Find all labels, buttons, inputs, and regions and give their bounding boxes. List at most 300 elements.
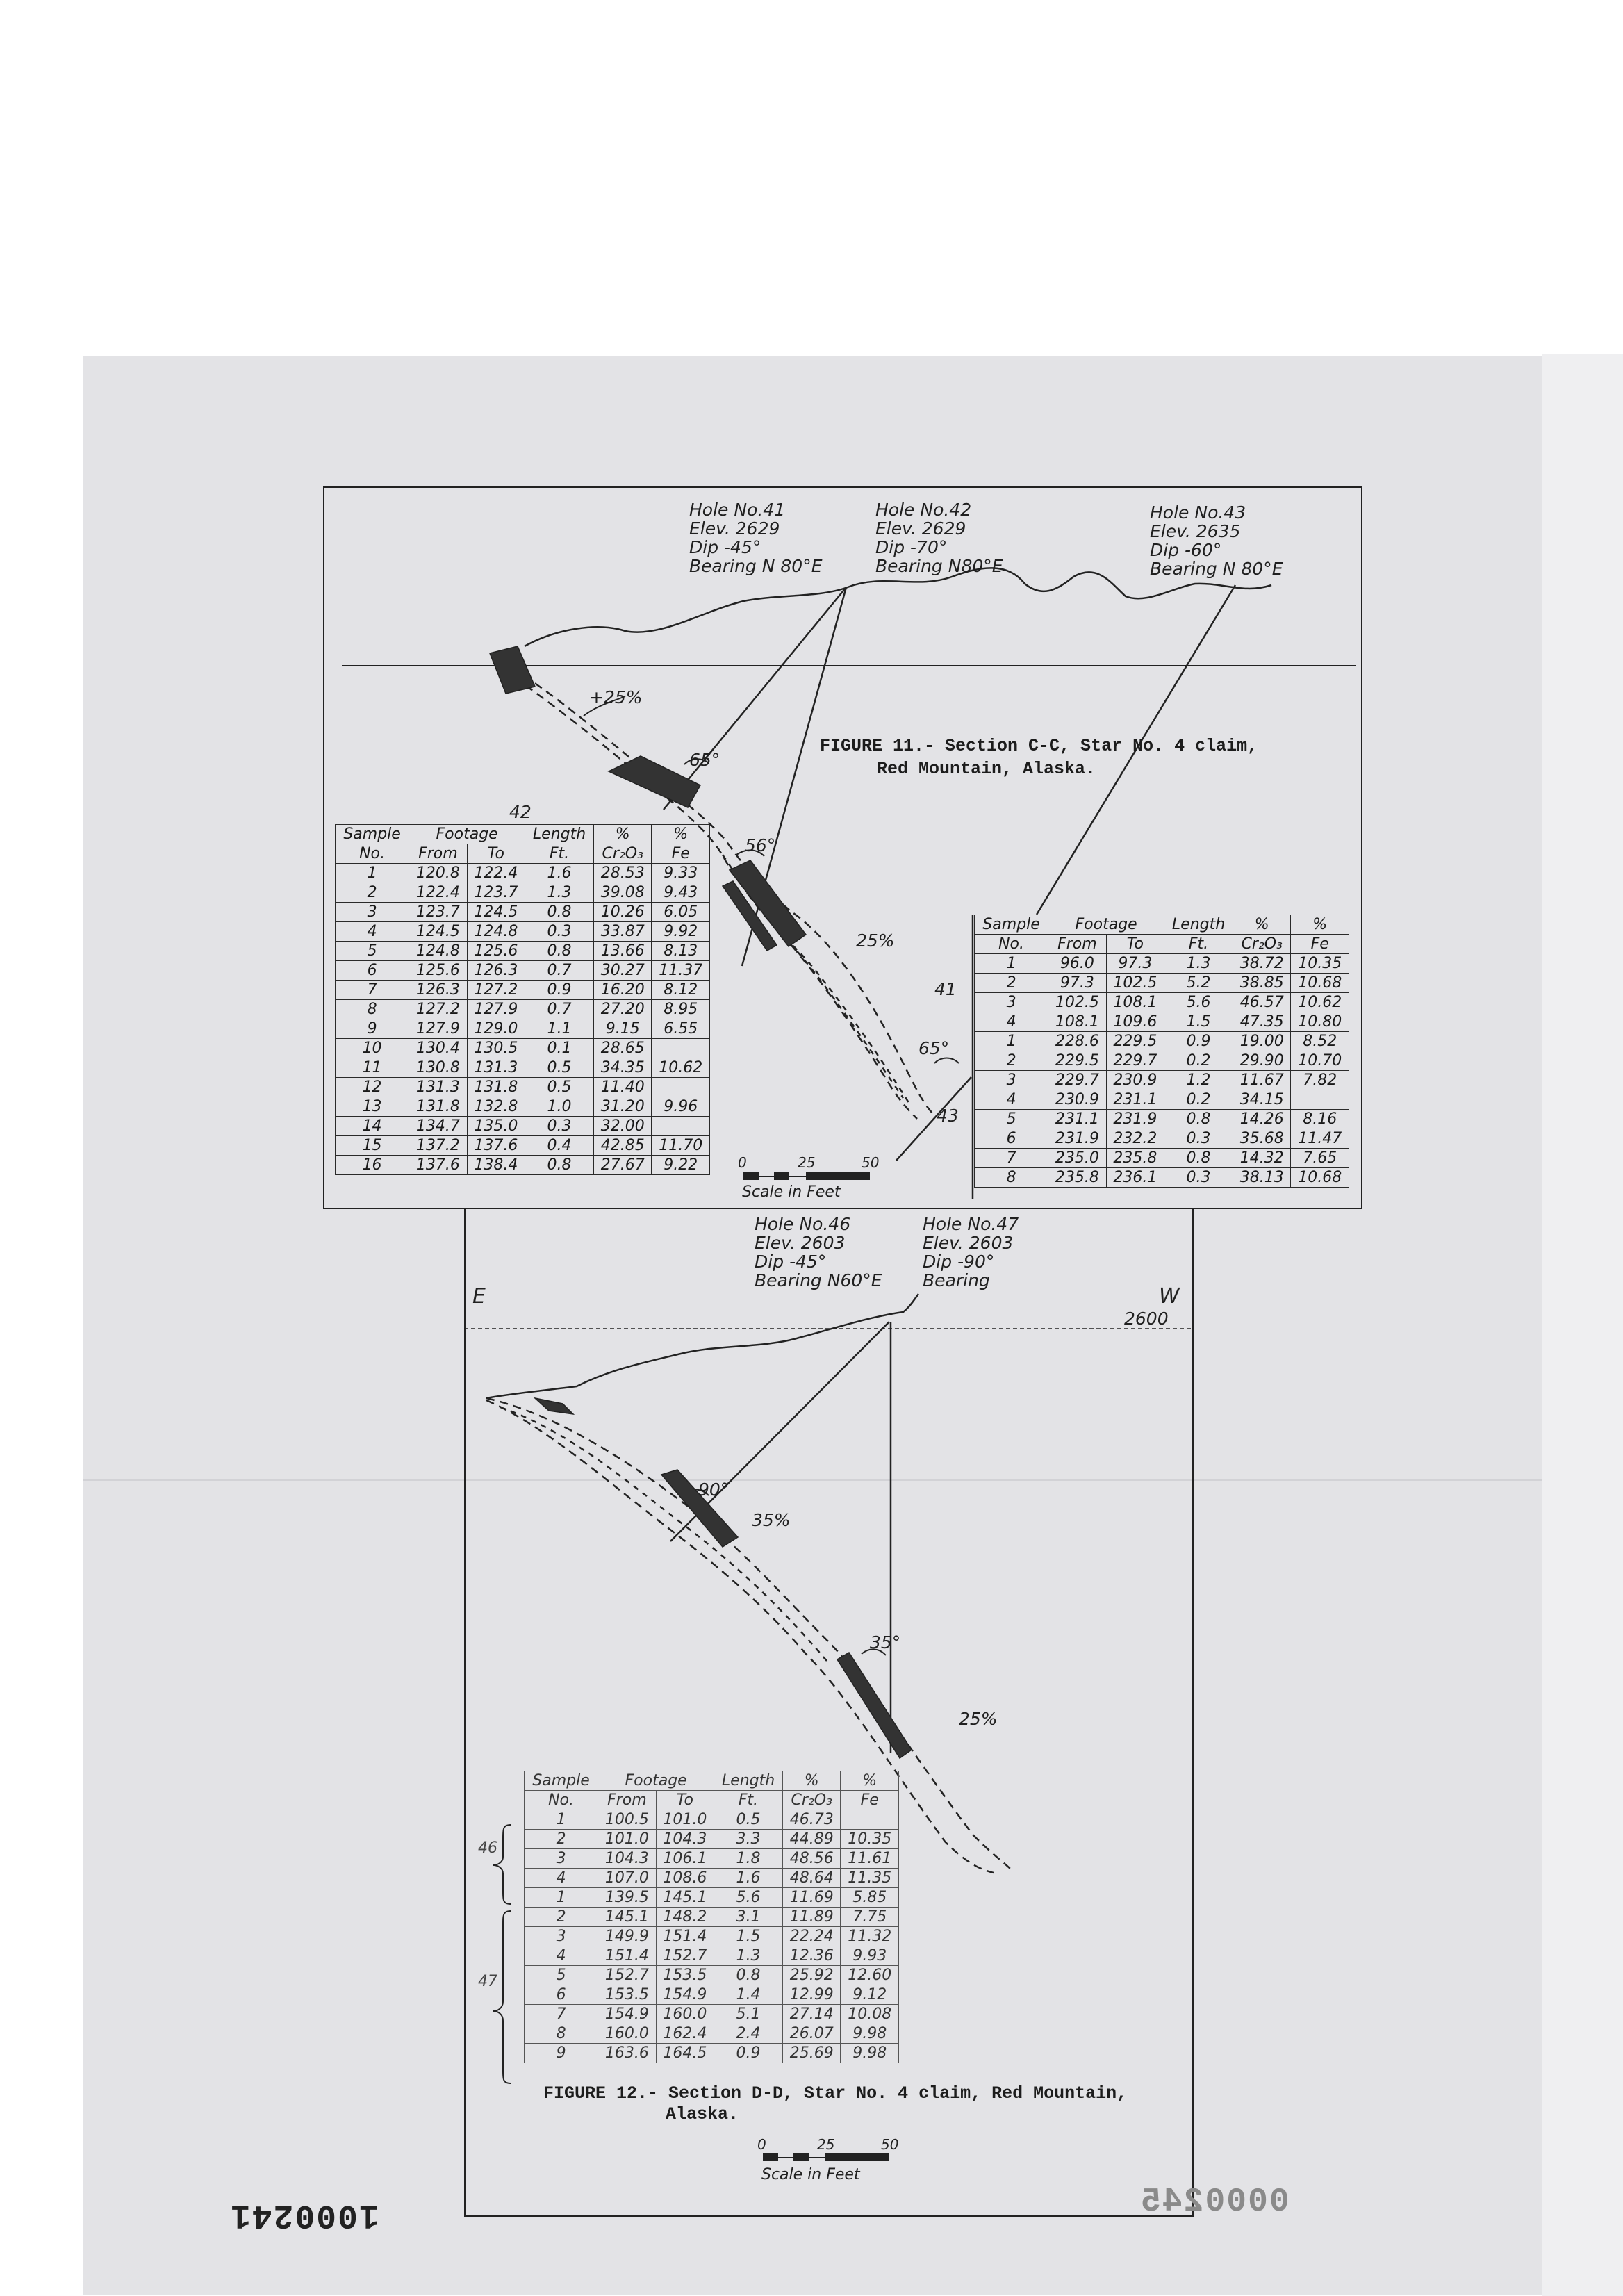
table-cell: 25.69 bbox=[783, 2044, 841, 2063]
table-cell: 123.7 bbox=[467, 883, 525, 903]
table-cell: 229.7 bbox=[1048, 1071, 1106, 1090]
table-cell: 0.8 bbox=[525, 903, 594, 922]
table-cell: 127.9 bbox=[467, 1000, 525, 1019]
table-cell: 9.93 bbox=[841, 1946, 899, 1966]
table-cell: 11.70 bbox=[652, 1136, 710, 1156]
col-footage: Footage bbox=[598, 1771, 714, 1791]
table-cell: 6.05 bbox=[652, 903, 710, 922]
col-no: No. bbox=[336, 844, 409, 864]
figure-11-caption-line2: Red Mountain, Alaska. bbox=[877, 759, 1096, 779]
table-cell: 28.53 bbox=[594, 864, 652, 883]
col-footage: Footage bbox=[1048, 915, 1164, 935]
col-cr2o3: Cr₂O₃ bbox=[594, 844, 652, 864]
hole-41-number: Hole No.41 bbox=[689, 500, 786, 520]
fig12-scale-label: Scale in Feet bbox=[761, 2166, 860, 2183]
table-cell: 0.2 bbox=[1164, 1051, 1233, 1071]
col-to: To bbox=[656, 1791, 714, 1810]
table-row bbox=[525, 1946, 899, 1966]
table-cell: 154.9 bbox=[656, 1985, 714, 2005]
fig12-grade-label-mid: 35% bbox=[752, 1510, 791, 1530]
table-cell: 5 bbox=[336, 942, 409, 961]
table-cell: 101.0 bbox=[598, 1830, 656, 1849]
table-cell: 14.32 bbox=[1233, 1149, 1291, 1168]
table-cell: 12.60 bbox=[841, 1966, 899, 1985]
table-row bbox=[975, 954, 1349, 974]
table-cell: 153.5 bbox=[656, 1966, 714, 1985]
table-cell: 97.3 bbox=[1106, 954, 1164, 974]
col-footage: Footage bbox=[409, 825, 525, 844]
table-cell: 1 bbox=[525, 1888, 598, 1908]
table-cell: 160.0 bbox=[598, 2024, 656, 2044]
table-row bbox=[336, 1019, 710, 1039]
table-row bbox=[336, 922, 710, 942]
table-row bbox=[525, 1927, 899, 1946]
col-fe-pct: % bbox=[652, 825, 710, 844]
sample-table-hole-41-43 bbox=[974, 915, 1349, 1188]
col-ft: Ft. bbox=[714, 1791, 783, 1810]
table-cell: 3 bbox=[975, 1071, 1048, 1090]
table-cell: 229.5 bbox=[1048, 1051, 1106, 1071]
fig11-scale-tick-0: 0 bbox=[738, 1154, 747, 1171]
table-cell: 124.5 bbox=[409, 922, 467, 942]
fig11-hole-43-marker: 43 bbox=[937, 1106, 959, 1126]
table-row bbox=[336, 1097, 710, 1117]
table-cell: 102.5 bbox=[1048, 993, 1106, 1012]
table-cell: 33.87 bbox=[594, 922, 652, 942]
table-cell: 10.68 bbox=[1291, 1168, 1349, 1188]
col-from: From bbox=[409, 844, 467, 864]
fig12-scale-block-3 bbox=[825, 2153, 889, 2161]
table-cell: 0.3 bbox=[1164, 1168, 1233, 1188]
hole-46-elevation: Elev. 2603 bbox=[755, 1233, 846, 1253]
hole-43-elevation: Elev. 2635 bbox=[1150, 521, 1241, 541]
hole-47-number: Hole No.47 bbox=[923, 1214, 1019, 1234]
col-length: Length bbox=[714, 1771, 783, 1791]
table-cell: 0.8 bbox=[525, 942, 594, 961]
fig12-group-46-label: 46 bbox=[478, 1839, 497, 1857]
table-cell: 137.6 bbox=[409, 1156, 467, 1175]
table-cell: 10.08 bbox=[841, 2005, 899, 2024]
table-cell: 132.8 bbox=[467, 1097, 525, 1117]
table-cell: 4 bbox=[336, 922, 409, 942]
table-cell: 104.3 bbox=[598, 1849, 656, 1869]
table-cell: 10 bbox=[336, 1039, 409, 1058]
table-cell: 7 bbox=[336, 981, 409, 1000]
table-cell: 134.7 bbox=[409, 1117, 467, 1136]
table-cell: 2 bbox=[336, 883, 409, 903]
fig11-hole-41-marker: 41 bbox=[934, 979, 957, 999]
table-cell: 1.0 bbox=[525, 1097, 594, 1117]
fig12-group-47-label: 47 bbox=[478, 1973, 497, 1990]
table-cell: 106.1 bbox=[656, 1849, 714, 1869]
fig12-ground-surface bbox=[486, 1294, 918, 1398]
table-cell: 3 bbox=[336, 903, 409, 922]
table-cell: 130.8 bbox=[409, 1058, 467, 1078]
hole-41-elevation: Elev. 2629 bbox=[689, 518, 780, 539]
fig12-grade-label-low: 25% bbox=[959, 1709, 998, 1729]
table-cell: 14 bbox=[336, 1117, 409, 1136]
table-cell: 131.3 bbox=[467, 1058, 525, 1078]
fig12-scale-tick-0: 0 bbox=[757, 2136, 766, 2153]
hole-43-lower-trace bbox=[896, 1077, 971, 1161]
table-row bbox=[975, 1012, 1349, 1032]
table-cell: 11.47 bbox=[1291, 1129, 1349, 1149]
fig11-scale-block-1 bbox=[743, 1172, 759, 1180]
hole-42-trace bbox=[742, 587, 846, 966]
table-cell: 9 bbox=[336, 1019, 409, 1039]
table-cell: 11.67 bbox=[1233, 1071, 1291, 1090]
col-ft: Ft. bbox=[525, 844, 594, 864]
table-cell: 8 bbox=[336, 1000, 409, 1019]
col-fe: Fe bbox=[652, 844, 710, 864]
table-cell: 230.9 bbox=[1106, 1071, 1164, 1090]
fig12-elevation-label: 2600 bbox=[1124, 1309, 1169, 1329]
col-fe-pct: % bbox=[841, 1771, 899, 1791]
table-cell bbox=[652, 1039, 710, 1058]
table-cell: 0.8 bbox=[1164, 1149, 1233, 1168]
table-cell: 11.40 bbox=[594, 1078, 652, 1097]
table-row bbox=[975, 1110, 1349, 1129]
table-cell: 3.1 bbox=[714, 1908, 783, 1927]
fig11-scale-block-2 bbox=[774, 1172, 789, 1180]
table-cell: 11.89 bbox=[783, 1908, 841, 1927]
table-cell: 2.4 bbox=[714, 2024, 783, 2044]
table-row bbox=[525, 1830, 899, 1849]
table-cell: 108.1 bbox=[1106, 993, 1164, 1012]
table-cell: 104.3 bbox=[656, 1830, 714, 1849]
table-row bbox=[975, 1032, 1349, 1051]
table-cell: 122.4 bbox=[467, 864, 525, 883]
table-cell: 96.0 bbox=[1048, 954, 1106, 974]
hole-46-label bbox=[755, 1215, 882, 1290]
hole-46-bearing: Bearing N60°E bbox=[755, 1270, 882, 1290]
sample-table-hole-46-47 bbox=[524, 1771, 899, 2063]
table-cell: 1 bbox=[975, 1032, 1048, 1051]
table-row bbox=[525, 1908, 899, 1927]
table-cell: 9 bbox=[525, 2044, 598, 2063]
table-cell: 27.14 bbox=[783, 2005, 841, 2024]
fig12-group-47-brace bbox=[493, 1911, 511, 2083]
table-cell: 5.1 bbox=[714, 2005, 783, 2024]
fig11-angle-label-56: 56° bbox=[745, 835, 776, 855]
table-cell: 9.98 bbox=[841, 2024, 899, 2044]
fig11-hole-42-marker: 42 bbox=[509, 802, 532, 822]
table-cell: 11 bbox=[336, 1058, 409, 1078]
hole-43-bearing: Bearing N 80°E bbox=[1150, 559, 1283, 579]
table-cell: 0.7 bbox=[525, 1000, 594, 1019]
col-sample: Sample bbox=[975, 915, 1048, 935]
table-cell: 102.5 bbox=[1106, 974, 1164, 993]
table-cell: 28.65 bbox=[594, 1039, 652, 1058]
fig12-scale-block-2 bbox=[793, 2153, 809, 2161]
table-cell: 10.35 bbox=[841, 1830, 899, 1849]
fig11-scale-tick-25: 25 bbox=[798, 1154, 816, 1171]
table-cell: 7 bbox=[525, 2005, 598, 2024]
table-cell: 120.8 bbox=[409, 864, 467, 883]
table-row bbox=[525, 2024, 899, 2044]
table-cell: 1.8 bbox=[714, 1849, 783, 1869]
table-cell: 12 bbox=[336, 1078, 409, 1097]
table-cell: 9.12 bbox=[841, 1985, 899, 2005]
fig11-scale-block-3 bbox=[806, 1172, 870, 1180]
table-cell: 2 bbox=[525, 1908, 598, 1927]
table-cell: 0.3 bbox=[525, 1117, 594, 1136]
table-cell: 1.3 bbox=[525, 883, 594, 903]
table-cell: 1.5 bbox=[714, 1927, 783, 1946]
table-cell: 107.0 bbox=[598, 1869, 656, 1888]
col-to: To bbox=[467, 844, 525, 864]
table-row bbox=[975, 993, 1349, 1012]
document-stamp-left: 1000241 bbox=[229, 2196, 379, 2233]
figure-12-caption-line1: FIGURE 12.- Section D-D, Star No. 4 claim, Red Mountain, bbox=[543, 2083, 1128, 2104]
table-row bbox=[336, 883, 710, 903]
table-cell: 7 bbox=[975, 1149, 1048, 1168]
table-cell: 39.08 bbox=[594, 883, 652, 903]
table-cell: 2 bbox=[975, 974, 1048, 993]
table-cell: 3.3 bbox=[714, 1830, 783, 1849]
col-cr2o3: Cr₂O₃ bbox=[783, 1791, 841, 1810]
table-cell: 1.6 bbox=[525, 864, 594, 883]
table-row bbox=[525, 2005, 899, 2024]
table-cell: 8.13 bbox=[652, 942, 710, 961]
hole-42-dip: Dip -70° bbox=[875, 537, 948, 557]
table-cell: 16.20 bbox=[594, 981, 652, 1000]
table-cell: 11.69 bbox=[783, 1888, 841, 1908]
col-cr2o3: Cr₂O₃ bbox=[1233, 935, 1291, 954]
fig12-ore-body-top bbox=[535, 1398, 573, 1414]
fig12-east-label: E bbox=[472, 1284, 486, 1309]
table-cell: 109.6 bbox=[1106, 1012, 1164, 1032]
hole-47-dip: Dip -90° bbox=[923, 1252, 995, 1272]
table-cell: 0.8 bbox=[1164, 1110, 1233, 1129]
table-cell: 235.0 bbox=[1048, 1149, 1106, 1168]
table-cell: 0.9 bbox=[525, 981, 594, 1000]
table-row bbox=[975, 1168, 1349, 1188]
table-cell: 34.15 bbox=[1233, 1090, 1291, 1110]
table-cell: 145.1 bbox=[656, 1888, 714, 1908]
table-cell: 235.8 bbox=[1048, 1168, 1106, 1188]
table-cell: 27.67 bbox=[594, 1156, 652, 1175]
table-cell: 6 bbox=[975, 1129, 1048, 1149]
table-cell: 124.5 bbox=[467, 903, 525, 922]
col-from: From bbox=[1048, 935, 1106, 954]
hole-47-elevation: Elev. 2603 bbox=[923, 1233, 1014, 1253]
table-cell: 148.2 bbox=[656, 1908, 714, 1927]
table-cell: 6.55 bbox=[652, 1019, 710, 1039]
table-cell: 124.8 bbox=[409, 942, 467, 961]
table-cell: 11.37 bbox=[652, 961, 710, 981]
document-stamp-right: 0000245 bbox=[1139, 2183, 1290, 2221]
table-cell: 1.4 bbox=[714, 1985, 783, 2005]
table-cell: 19.00 bbox=[1233, 1032, 1291, 1051]
table-cell: 127.2 bbox=[409, 1000, 467, 1019]
table-cell: 16 bbox=[336, 1156, 409, 1175]
col-cr2o3-pct: % bbox=[783, 1771, 841, 1791]
table-cell: 12.36 bbox=[783, 1946, 841, 1966]
table-cell: 38.72 bbox=[1233, 954, 1291, 974]
table-row bbox=[336, 903, 710, 922]
table-cell: 5 bbox=[975, 1110, 1048, 1129]
table-cell: 9.98 bbox=[841, 2044, 899, 2063]
table-cell: 9.92 bbox=[652, 922, 710, 942]
table-cell: 122.4 bbox=[409, 883, 467, 903]
table-cell: 12.99 bbox=[783, 1985, 841, 2005]
table-cell: 126.3 bbox=[409, 981, 467, 1000]
fig11-angle-arc-65-lower bbox=[934, 1058, 959, 1064]
fig12-west-label: W bbox=[1159, 1284, 1180, 1309]
table-cell: 138.4 bbox=[467, 1156, 525, 1175]
hole-43-dip: Dip -60° bbox=[1150, 540, 1222, 560]
table-cell: 2 bbox=[975, 1051, 1048, 1071]
table-cell: 3 bbox=[975, 993, 1048, 1012]
table-cell: 13.66 bbox=[594, 942, 652, 961]
table-row bbox=[525, 1966, 899, 1985]
table-row bbox=[336, 1117, 710, 1136]
table-cell: 14.26 bbox=[1233, 1110, 1291, 1129]
table-row bbox=[525, 1985, 899, 2005]
table-cell: 0.8 bbox=[525, 1156, 594, 1175]
table-cell: 25.92 bbox=[783, 1966, 841, 1985]
table-cell: 38.13 bbox=[1233, 1168, 1291, 1188]
table-cell: 8 bbox=[975, 1168, 1048, 1188]
table-cell: 97.3 bbox=[1048, 974, 1106, 993]
table-cell: 9.43 bbox=[652, 883, 710, 903]
table-cell: 44.89 bbox=[783, 1830, 841, 1849]
fig11-angle-label-65: 65° bbox=[689, 750, 720, 770]
table-cell: 3 bbox=[525, 1927, 598, 1946]
hole-42-elevation: Elev. 2629 bbox=[875, 518, 966, 539]
table-cell: 1.3 bbox=[1164, 954, 1233, 974]
table-cell: 10.62 bbox=[652, 1058, 710, 1078]
table-cell: 32.00 bbox=[594, 1117, 652, 1136]
table-cell: 5.2 bbox=[1164, 974, 1233, 993]
table-row bbox=[336, 1058, 710, 1078]
table-cell: 0.9 bbox=[1164, 1032, 1233, 1051]
col-length: Length bbox=[1164, 915, 1233, 935]
table-cell: 30.27 bbox=[594, 961, 652, 981]
table-cell: 1.3 bbox=[714, 1946, 783, 1966]
table-row bbox=[336, 981, 710, 1000]
table-cell: 135.0 bbox=[467, 1117, 525, 1136]
table-cell: 100.5 bbox=[598, 1810, 656, 1830]
table-row bbox=[525, 1869, 899, 1888]
table-cell: 139.5 bbox=[598, 1888, 656, 1908]
hole-42-bearing: Bearing N80°E bbox=[875, 556, 1003, 576]
table-cell: 35.68 bbox=[1233, 1129, 1291, 1149]
table-cell: 164.5 bbox=[656, 2044, 714, 2063]
table-cell: 153.5 bbox=[598, 1985, 656, 2005]
table-cell: 6 bbox=[336, 961, 409, 981]
table-cell: 131.3 bbox=[409, 1078, 467, 1097]
sample-table-hole-42 bbox=[335, 824, 710, 1175]
table-cell: 137.2 bbox=[409, 1136, 467, 1156]
table-cell: 151.4 bbox=[598, 1946, 656, 1966]
fig12-angle-label-35: 35° bbox=[870, 1632, 901, 1653]
table-cell: 9.15 bbox=[594, 1019, 652, 1039]
table-cell: 10.70 bbox=[1291, 1051, 1349, 1071]
table-cell: 231.9 bbox=[1106, 1110, 1164, 1129]
table-cell: 130.4 bbox=[409, 1039, 467, 1058]
table-cell: 108.1 bbox=[1048, 1012, 1106, 1032]
figure-12-caption-line2: Alaska. bbox=[666, 2104, 739, 2124]
table-cell: 152.7 bbox=[598, 1966, 656, 1985]
table-cell: 0.1 bbox=[525, 1039, 594, 1058]
table-cell: 1.6 bbox=[714, 1869, 783, 1888]
table-cell bbox=[652, 1078, 710, 1097]
hole-46-number: Hole No.46 bbox=[755, 1214, 851, 1234]
table-cell: 4 bbox=[525, 1946, 598, 1966]
table-cell: 10.80 bbox=[1291, 1012, 1349, 1032]
table-cell: 6 bbox=[525, 1985, 598, 2005]
table-cell: 230.9 bbox=[1048, 1090, 1106, 1110]
table-cell: 163.6 bbox=[598, 2044, 656, 2063]
table-row bbox=[336, 1156, 710, 1175]
table-cell: 3 bbox=[525, 1849, 598, 1869]
table-cell: 229.7 bbox=[1106, 1051, 1164, 1071]
table-row bbox=[336, 961, 710, 981]
table-cell: 108.6 bbox=[656, 1869, 714, 1888]
fig11-scale-tick-50: 50 bbox=[862, 1154, 880, 1171]
table-cell: 236.1 bbox=[1106, 1168, 1164, 1188]
table-cell: 15 bbox=[336, 1136, 409, 1156]
hole-41-bearing: Bearing N 80°E bbox=[689, 556, 823, 576]
hole-43-label bbox=[1150, 503, 1283, 578]
table-cell: 137.6 bbox=[467, 1136, 525, 1156]
table-cell: 1 bbox=[975, 954, 1048, 974]
table-row bbox=[975, 1090, 1349, 1110]
table-row bbox=[975, 1071, 1349, 1090]
col-to: To bbox=[1106, 935, 1164, 954]
table-cell: 125.6 bbox=[409, 961, 467, 981]
table-cell: 26.07 bbox=[783, 2024, 841, 2044]
table-row bbox=[525, 1849, 899, 1869]
fig11-ore-body-middle bbox=[609, 756, 700, 807]
table-cell: 129.0 bbox=[467, 1019, 525, 1039]
table-cell: 126.3 bbox=[467, 961, 525, 981]
table-cell: 0.5 bbox=[525, 1078, 594, 1097]
table-cell: 27.20 bbox=[594, 1000, 652, 1019]
table-row bbox=[525, 1810, 899, 1830]
table-cell: 5 bbox=[525, 1966, 598, 1985]
fig11-angle-label-65-lower: 65° bbox=[918, 1038, 950, 1058]
fig12-scale-tick-50: 50 bbox=[881, 2136, 899, 2153]
table-cell: 8.12 bbox=[652, 981, 710, 1000]
table-cell: 7.82 bbox=[1291, 1071, 1349, 1090]
hole-46-dip: Dip -45° bbox=[755, 1252, 827, 1272]
table-cell: 124.8 bbox=[467, 922, 525, 942]
col-sample: Sample bbox=[336, 825, 409, 844]
table-cell: 231.1 bbox=[1106, 1090, 1164, 1110]
table-cell: 7.65 bbox=[1291, 1149, 1349, 1168]
col-cr2o3-pct: % bbox=[594, 825, 652, 844]
table-cell: 154.9 bbox=[598, 2005, 656, 2024]
table-cell: 31.20 bbox=[594, 1097, 652, 1117]
col-sample: Sample bbox=[525, 1771, 598, 1791]
table-row bbox=[975, 1129, 1349, 1149]
table-cell: 9.22 bbox=[652, 1156, 710, 1175]
table-cell: 232.2 bbox=[1106, 1129, 1164, 1149]
table-cell: 0.7 bbox=[525, 961, 594, 981]
hole-47-bearing: Bearing bbox=[923, 1270, 990, 1290]
table-cell: 152.7 bbox=[656, 1946, 714, 1966]
col-fe: Fe bbox=[1291, 935, 1349, 954]
table-cell: 149.9 bbox=[598, 1927, 656, 1946]
table-cell: 0.5 bbox=[525, 1058, 594, 1078]
table-cell: 1.1 bbox=[525, 1019, 594, 1039]
table-cell: 10.26 bbox=[594, 903, 652, 922]
col-cr2o3-pct: % bbox=[1233, 915, 1291, 935]
table-cell: 131.8 bbox=[409, 1097, 467, 1117]
